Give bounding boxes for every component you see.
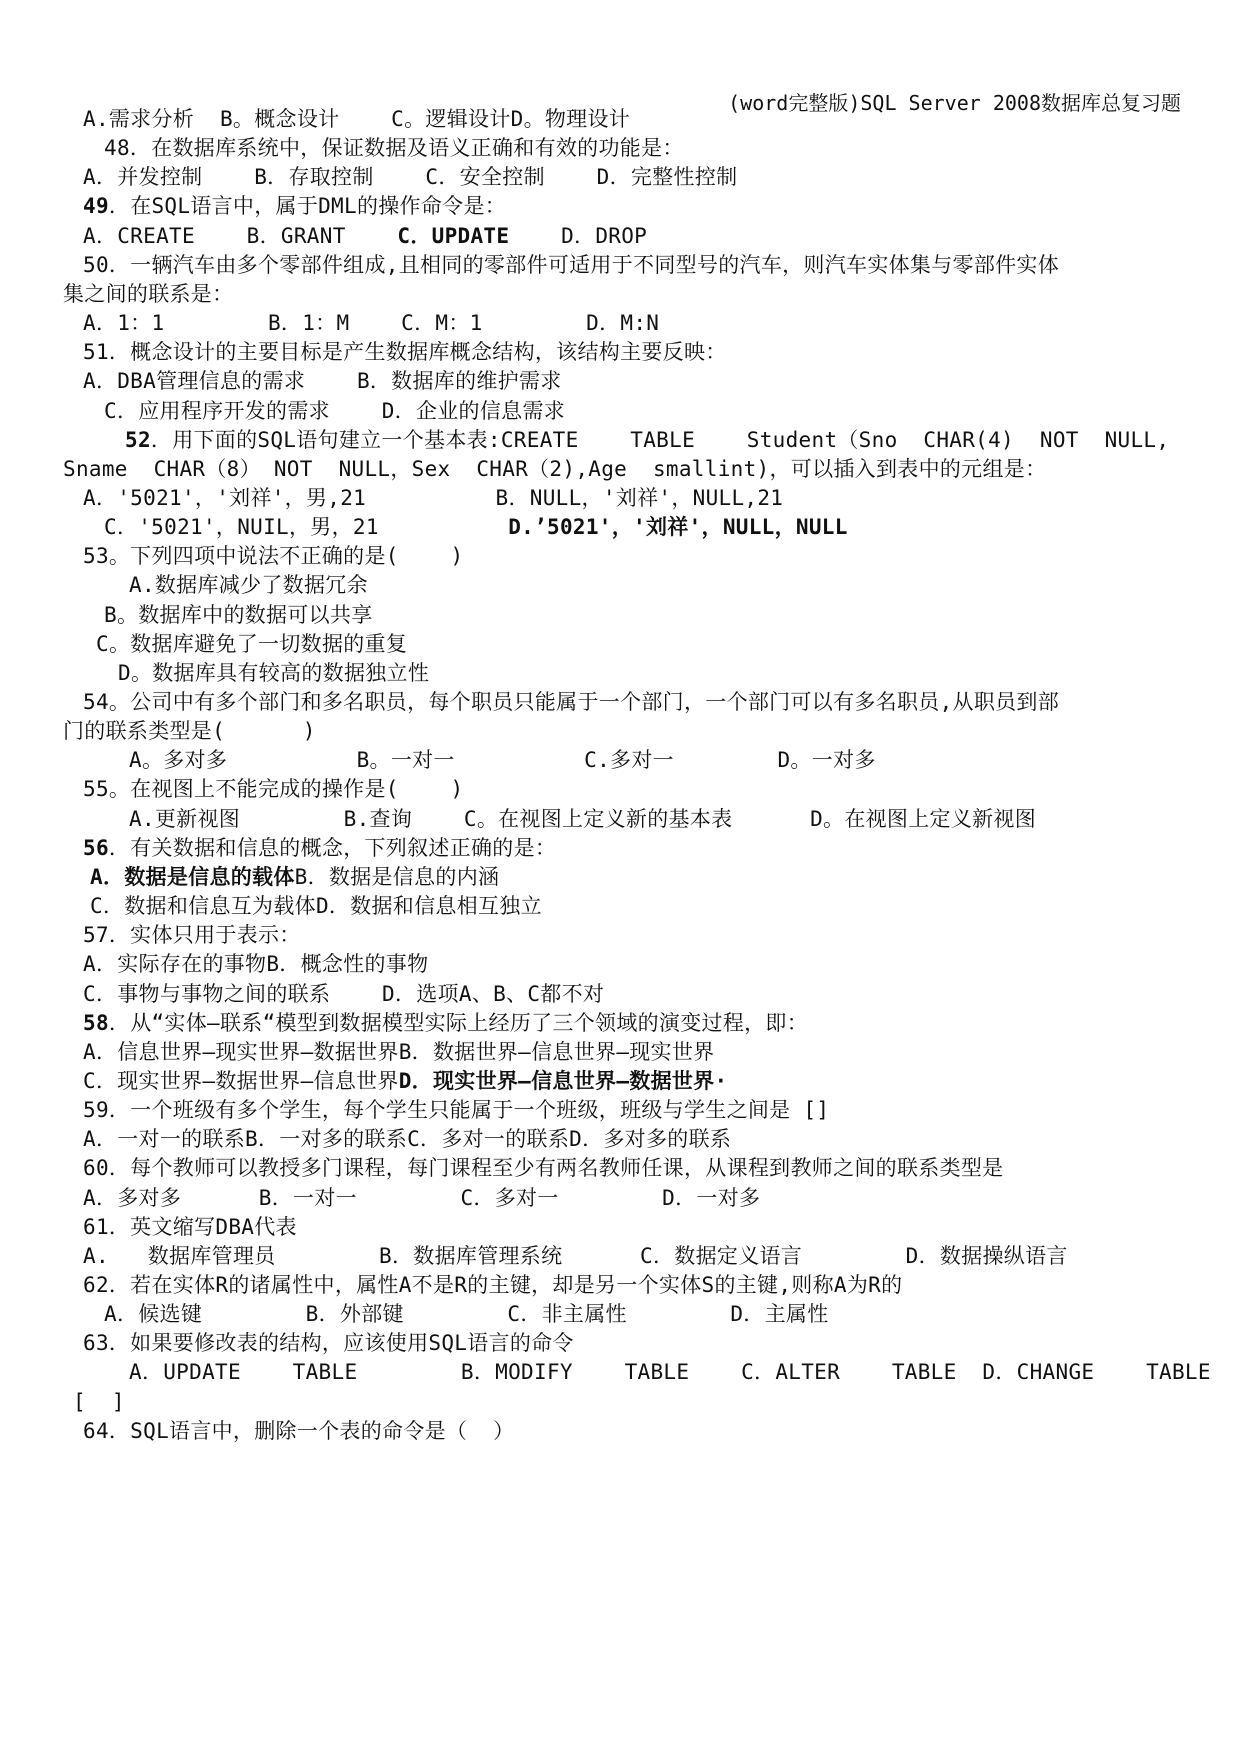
text-line [96,629,407,659]
text-line [104,1299,829,1329]
text-line [83,308,659,338]
line-text: D。数据库具有较高的数据独立性 [118,660,430,685]
line-text: 集之间的联系是： [63,281,234,306]
line-text: A.更新视图 B.查询 C。在视图上定义新的基本表 D。在视图上定义新视图 [129,806,1037,831]
line-text: A．信息世界—现实世界—数据世界B．数据世界—信息世界—现实世界 [83,1039,715,1064]
text-line [83,1124,731,1154]
line-text: 54。公司中有多个部门和多名职员，每个职员只能属于一个部门，一个部门可以有多名职员,从职员到部 [83,690,1060,714]
line-text: [ ] [73,1389,125,1414]
line-text: 61．英文缩写DBA代表 [83,1214,297,1239]
text-line [83,1241,1068,1271]
text-line [63,454,1046,484]
line-text: A.数据库减少了数据冗余 [129,573,368,598]
line-text: 53。下列四项中说法不正确的是( ) [83,544,464,569]
text-line [83,1183,760,1213]
line-text: B。数据库中的数据可以共享 [104,602,373,627]
line-text: 57．实体只用于表示： [83,923,301,948]
text-line [83,1416,514,1446]
line-text: B．数据是信息的内涵 [294,864,500,889]
line-text: 51．概念设计的主要目标是产生数据库概念结构，该结构主要反映： [83,340,727,365]
text-line [90,862,499,892]
text-line [83,221,647,251]
line-text: 64．SQL语言中，删除一个表的命令是（ ） [83,1418,515,1443]
text-line [104,512,848,542]
line-text: 63．如果要修改表的结构，应该使用SQL语言的命令 [83,1331,574,1356]
line-text: D．DROP [509,223,648,248]
text-line [73,1387,125,1417]
text-line [90,891,542,921]
text-line [83,687,1059,717]
bold-text: A．数据是信息的载体 [90,864,295,889]
line-text: A．候选键 B．外部键 C．非主属性 D．主属性 [104,1302,829,1327]
bold-text: 49 [83,194,109,219]
text-line [83,1037,714,1067]
bold-text: 52 [125,427,151,452]
line-text: A．DBA管理信息的需求 B．数据库的维护需求 [83,369,562,394]
line-text: A．多对多 B．一对一 C．多对一 D．一对多 [83,1185,761,1210]
text-line [83,949,428,979]
line-text: 门的联系类型是( ) [63,719,316,744]
text-line [83,979,604,1009]
page-header: (word完整版)SQL Server 2008数据库总复习题 [728,91,1181,115]
text-line [83,337,727,367]
text-line [83,1153,1003,1183]
line-text: C。数据库避免了一切数据的重复 [96,631,408,656]
line-text: A.需求分析 B。概念设计 C。逻辑设计D。物理设计 [83,107,631,131]
text-line [83,774,463,804]
text-line [83,920,301,950]
line-text: A。多对多 B。一对一 C.多对一 D。一对多 [129,748,876,773]
line-text: ．从“实体—联系“模型到数据模型实际上经历了三个领域的演变过程，即： [108,1010,809,1035]
line-text: A. 数据库管理员 B．数据库管理系统 C．数据定义语言 D．数据操纵语言 [83,1243,1068,1268]
text-line [63,716,316,746]
text-line [83,541,463,571]
line-text: Sname CHAR（8） NOT NULL，Sex CHAR（2),Age smallint)，可以插入到表中的元组是： [63,456,1047,481]
bold-text: D．现实世界—信息世界—数据世界· [398,1068,728,1093]
line-text: 60．每个教师可以教授多门课程，每门课程至少有两名教师任课，从课程到教师之间的联系类型是 [83,1156,1004,1181]
line-text: A．CREATE B．GRANT [83,223,398,248]
text-line [118,658,429,688]
bold-text: C．UPDATE [397,223,510,248]
text-line [129,745,876,775]
line-text: C．事物与事物之间的联系 D．选项A、B、C都不对 [83,981,605,1006]
line-text: 59．一个班级有多个学生，每个学生只能属于一个班级，班级与学生之间是 [] [83,1098,830,1123]
line-text: 50．一辆汽车由多个零部件组成,且相同的零部件可适用于不同型号的汽车，则汽车实体集与零部件实体 [83,252,1060,277]
text-line [104,396,565,426]
line-text: C．应用程序开发的需求 D．企业的信息需求 [104,398,566,423]
line-text: C．数据和信息互为载体D．数据和信息相互独立 [90,894,542,919]
line-text: A．一对一的联系B．一对多的联系C．多对一的联系D．多对多的联系 [83,1127,732,1152]
text-line [83,191,506,221]
text-line [83,833,556,863]
line-text: 48．在数据库系统中，保证数据及语义正确和有效的功能是： [104,136,684,161]
text-line [104,133,684,163]
bold-text: 56 [83,835,109,860]
text-line [83,1095,829,1125]
text-line [129,570,368,600]
text-line [83,1212,297,1242]
text-line [63,279,233,309]
text-line [104,600,373,630]
text-line [83,1328,574,1358]
text-line [83,162,737,192]
text-line [125,425,1169,455]
text-line [83,1066,727,1096]
line-text: C．'5021'，NUIL，男，21 [104,515,509,540]
line-text: A．实际存在的事物B．概念性的事物 [83,952,429,977]
text-line [129,1357,1211,1387]
text-line [83,1270,902,1300]
line-text: A．'5021'，'刘祥'，男,21 B．NULL，'刘祥'，NULL,21 [83,485,784,510]
bold-text: D.’5021'，'刘祥'，NULL，NULL [508,515,848,540]
line-text: 62．若在实体R的诸属性中，属性A不是R的主键，却是另一个实体S的主键,则称A为R的 [83,1273,903,1297]
line-text: C．现实世界—数据世界—信息世界 [83,1068,399,1093]
text-line [83,366,562,396]
text-line [83,250,1059,280]
text-line [129,804,1036,834]
line-text: ．有关数据和信息的概念，下列叙述正确的是： [108,835,557,860]
bold-text: 58 [83,1010,109,1035]
line-text: A．UPDATE TABLE B．MODIFY TABLE C．ALTER TABLE D．CHANGE TABLE [129,1360,1211,1385]
text-line [83,104,630,134]
line-text: ．用下面的SQL语句建立一个基本表:CREATE TABLE Student（Sno CHAR(4) NOT NULL, [150,427,1170,452]
line-text: 55。在视图上不能完成的操作是( ) [83,777,464,802]
text-line [83,483,783,513]
line-text: A．1：1 B．1：M C．M：1 D．M:N [83,311,660,336]
text-line [83,1008,808,1038]
line-text: ．在SQL语言中，属于DML的操作命令是： [108,194,507,219]
line-text: A．并发控制 B．存取控制 C．安全控制 D．完整性控制 [83,165,738,190]
